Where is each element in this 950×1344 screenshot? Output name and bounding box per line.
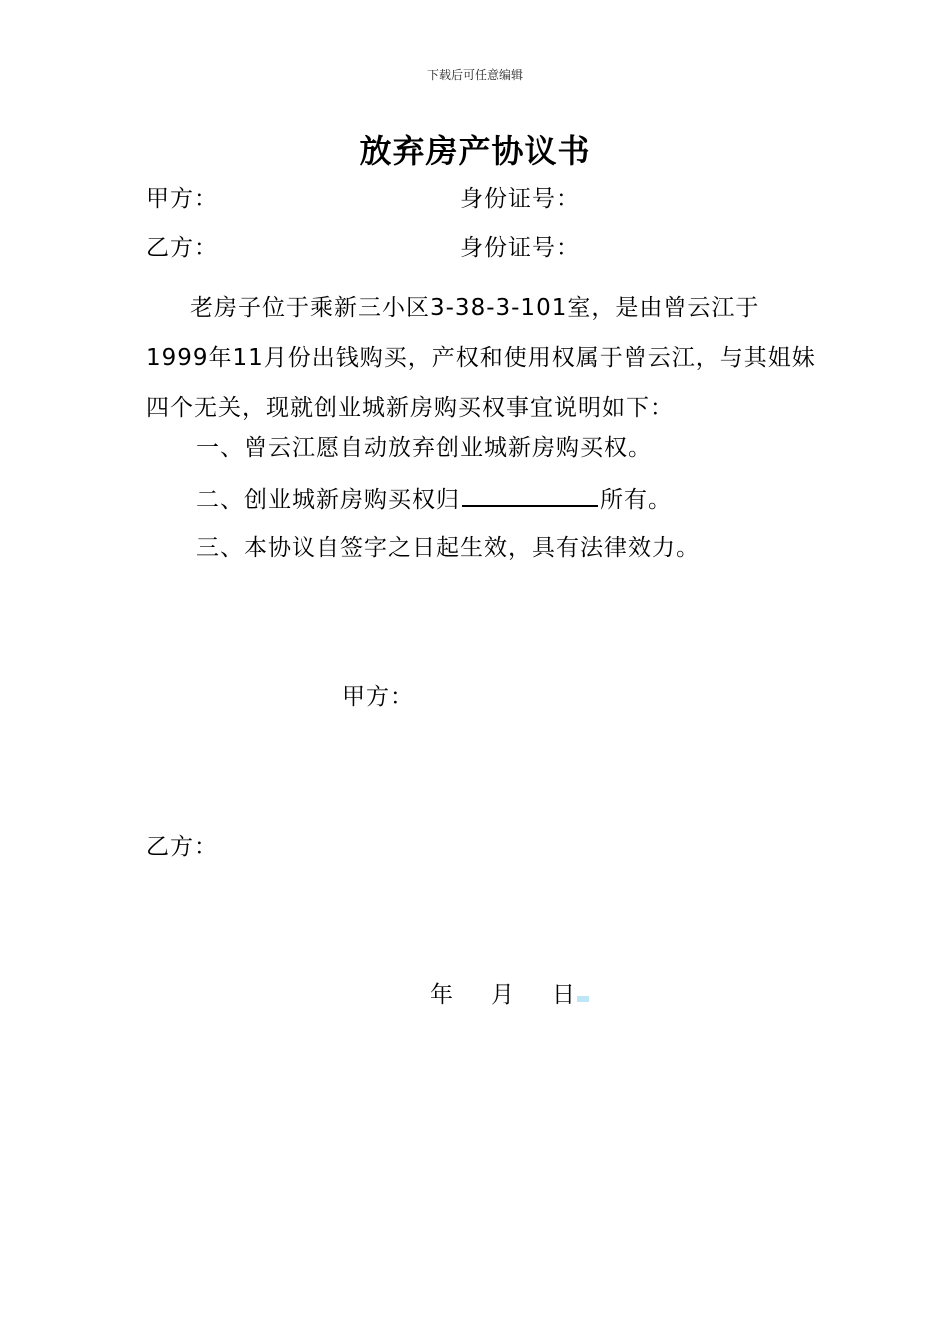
date-month: 月	[491, 982, 514, 1008]
text-cursor-marker	[577, 996, 589, 1002]
signature-party-a: 甲方：	[342, 684, 414, 710]
body-paragraph-text: 老房子位于乘新三小区3-38-3-101室，是由曾云江于1999年11月份出钱购买，产权和使用权属于曾云江，与其姐妹四个无关，现就创业城新房购买权事宜说明如下：	[146, 295, 816, 421]
date-row	[430, 980, 589, 1010]
clause-three: 三、本协议自签字之日起生效，具有法律效力。	[196, 535, 700, 561]
clause-two-suffix: 所有。	[600, 487, 672, 513]
header-note: 下载后可任意编辑	[426, 68, 523, 82]
document-title: 放弃房产协议书	[359, 132, 591, 170]
fill-in-blank	[462, 483, 598, 507]
signature-party-b: 乙方：	[146, 834, 218, 860]
clause-two-prefix: 二、创业城新房购买权归	[196, 487, 460, 513]
party-b-label: 乙方：	[146, 235, 218, 261]
date-day: 日	[552, 982, 575, 1008]
party-b-id-label: 身份证号：	[460, 235, 580, 261]
date-year: 年	[430, 982, 453, 1008]
party-a-id-label: 身份证号：	[460, 186, 580, 212]
party-a-label: 甲方：	[146, 186, 218, 212]
clause-one: 一、曾云江愿自动放弃创业城新房购买权。	[196, 435, 652, 461]
clause-two	[196, 483, 672, 515]
body-paragraph	[146, 283, 816, 433]
